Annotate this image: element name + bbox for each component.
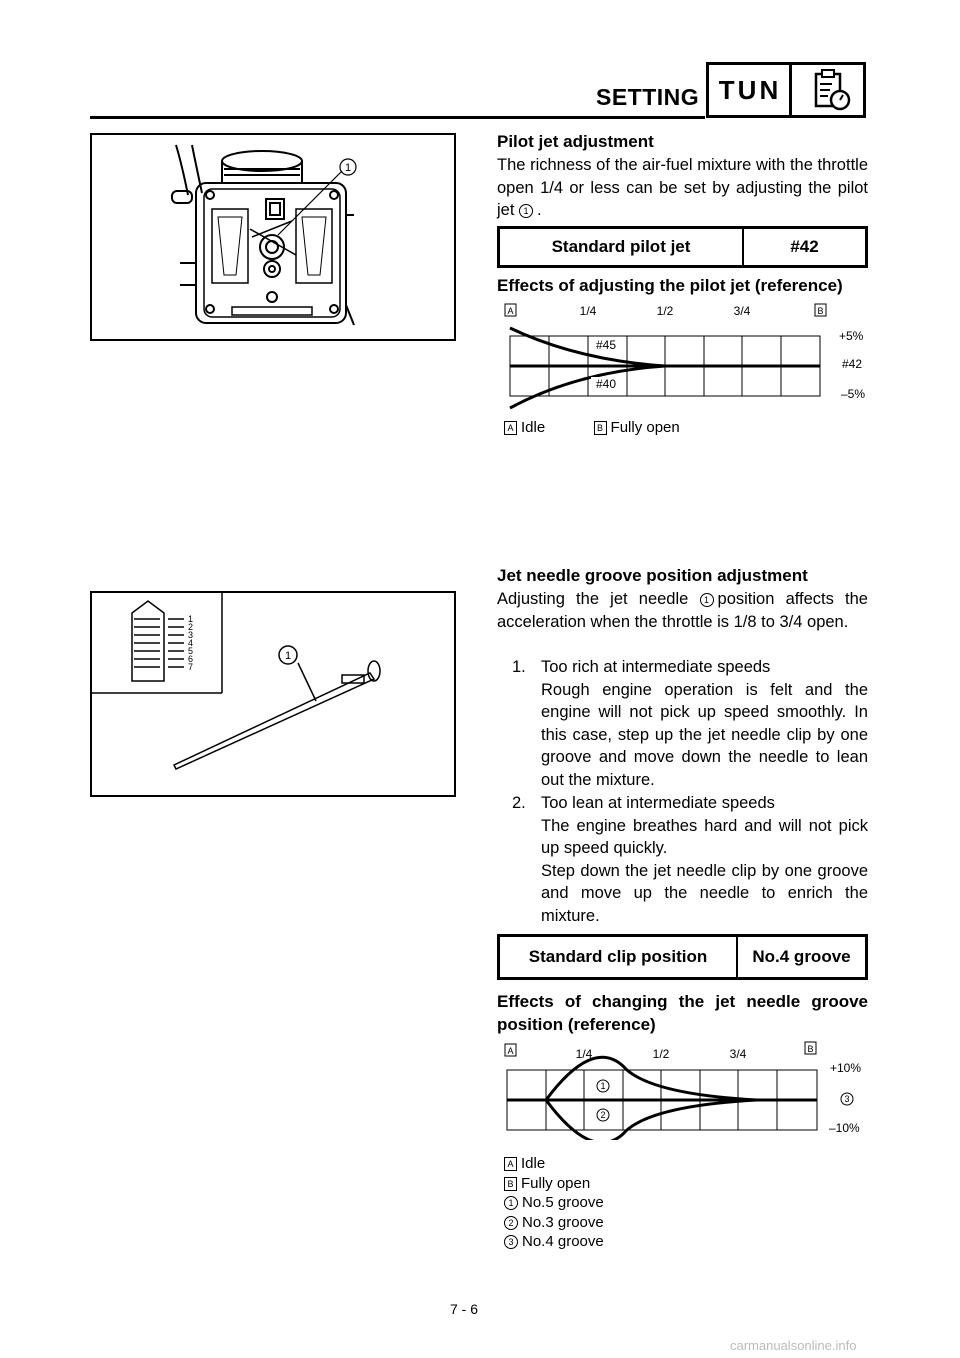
needle-lower-ref: 2	[600, 1110, 606, 1120]
legend-row	[504, 1193, 604, 1213]
legend-row	[504, 1213, 604, 1233]
needle-list-item-1	[512, 656, 868, 791]
groove-number: 4	[188, 638, 194, 648]
pilot-upper-label: #45	[595, 338, 617, 352]
item-body: The engine breathes hard and will not pick up speed quickly.	[541, 816, 868, 857]
legend-text: No.5 groove	[522, 1194, 604, 1211]
header-rule	[90, 116, 705, 119]
needle-list-item-2	[512, 792, 868, 927]
legend-text: Fully open	[521, 1174, 591, 1192]
spec-value: No.4 groove	[752, 947, 851, 966]
carb-ref-label: 1	[344, 162, 352, 174]
needle-tick-label: 3/4	[729, 1047, 747, 1061]
pilot-jet-paragraph	[497, 154, 868, 222]
needle-right-label: –10%	[829, 1121, 860, 1135]
spec-label: Standard clip position	[500, 937, 738, 977]
pilot-jet-ref: 1	[519, 204, 533, 218]
pilot-tick-label: 3/4	[733, 304, 751, 318]
legend-key: B	[594, 421, 607, 435]
pilot-right-label: –5%	[841, 387, 866, 401]
needle-effects-heading: Effects of changing the jet needle groove position (reference)	[497, 992, 868, 1034]
watermark[interactable]: carmanualsonline.info	[730, 1338, 857, 1353]
pilot-marker-b: B	[817, 306, 824, 316]
legend-key: 1	[504, 1196, 518, 1210]
section-code: TUN	[718, 74, 782, 105]
needle-marker-a: A	[507, 1046, 514, 1056]
pilot-jet-chart	[497, 300, 872, 412]
standard-pilot-jet-spec	[497, 226, 868, 268]
legend-key: 2	[504, 1216, 518, 1230]
page-number: 7 - 6	[450, 1301, 479, 1317]
pilot-chart-legend	[504, 418, 680, 438]
legend-row	[504, 1174, 604, 1194]
needle-groove-chart	[497, 1038, 872, 1140]
needle-mid-ref: 3	[844, 1094, 850, 1104]
legend-row	[504, 1232, 604, 1252]
needle-ref-label: 1	[284, 650, 292, 662]
pilot-tick-label: 1/4	[579, 304, 597, 318]
pilot-effects-heading: Effects of adjusting the pilot jet (reference)	[497, 276, 843, 295]
item-title: Too rich at intermediate speeds	[541, 658, 771, 676]
needle-tick-label: 1/4	[575, 1047, 593, 1061]
pilot-right-label: +5%	[839, 329, 864, 343]
legend-text: Idle	[521, 419, 546, 436]
pilot-jet-body-end: .	[537, 201, 542, 219]
item-title: Too lean at intermediate speeds	[541, 794, 775, 812]
legend-text: Idle	[521, 1155, 546, 1172]
jet-needle-heading: Jet needle groove position adjustment	[497, 566, 808, 585]
tuning-clipboard-icon	[796, 66, 862, 114]
pilot-right-label: #42	[842, 357, 863, 371]
legend-row	[504, 1154, 604, 1174]
pilot-jet-heading: Pilot jet adjustment	[497, 132, 654, 151]
groove-number: 3	[188, 630, 194, 640]
needle-intro-a: Adjusting the jet needle	[497, 590, 689, 608]
spec-value: #42	[790, 237, 819, 256]
needle-tick-label: 1/2	[652, 1047, 670, 1061]
needle-marker-b: B	[807, 1044, 814, 1054]
groove-number: 2	[188, 622, 194, 632]
carburetor-figure	[90, 133, 456, 341]
needle-ref: 1	[700, 593, 714, 607]
pilot-lower-label: #40	[595, 377, 617, 391]
item-body: Step down the jet needle clip by one groove and move up the needle to enrich the mixture.	[541, 861, 868, 925]
jet-needle-intro	[497, 588, 868, 633]
legend-text: No.4 groove	[522, 1233, 604, 1250]
item-body: Rough engine operation is felt and the engine will not pick up speed smoothly. In this case, step up the jet needle clip by one groove and move down the needle to lean out the mixture.	[541, 680, 868, 789]
standard-clip-position-spec	[497, 934, 868, 980]
carburetor-illustration	[92, 135, 454, 339]
groove-number: 1	[188, 614, 194, 624]
groove-number: 5	[188, 646, 194, 656]
section-tab-divider	[789, 62, 792, 118]
legend-key: B	[504, 1177, 517, 1191]
pilot-tick-label: 1/2	[656, 304, 674, 318]
legend-key: A	[504, 1157, 517, 1171]
legend-key: 3	[504, 1235, 518, 1249]
pilot-marker-a: A	[507, 306, 514, 316]
groove-number: 6	[188, 654, 194, 664]
spec-label: Standard pilot jet	[500, 229, 744, 265]
item-number: 2.	[512, 794, 526, 812]
groove-number: 7	[188, 662, 194, 672]
pilot-jet-body: The richness of the air-fuel mixture with the throttle open 1/4 or less can be set by adjusting the pilot jet	[497, 156, 868, 219]
needle-chart-legend	[504, 1154, 604, 1252]
needle-upper-ref: 1	[600, 1081, 606, 1091]
legend-key: A	[504, 421, 517, 435]
jet-needle-illustration	[92, 593, 454, 795]
jet-needle-figure	[90, 591, 456, 797]
section-title: SETTING	[596, 84, 700, 110]
needle-intro-b: position affects the acceleration when the throttle is 1/8 to 3/4 open.	[497, 590, 868, 631]
legend-text: No.3 groove	[522, 1213, 604, 1231]
needle-right-label: +10%	[830, 1061, 862, 1075]
item-number: 1.	[512, 658, 526, 676]
legend-text: Fully open	[610, 419, 680, 436]
